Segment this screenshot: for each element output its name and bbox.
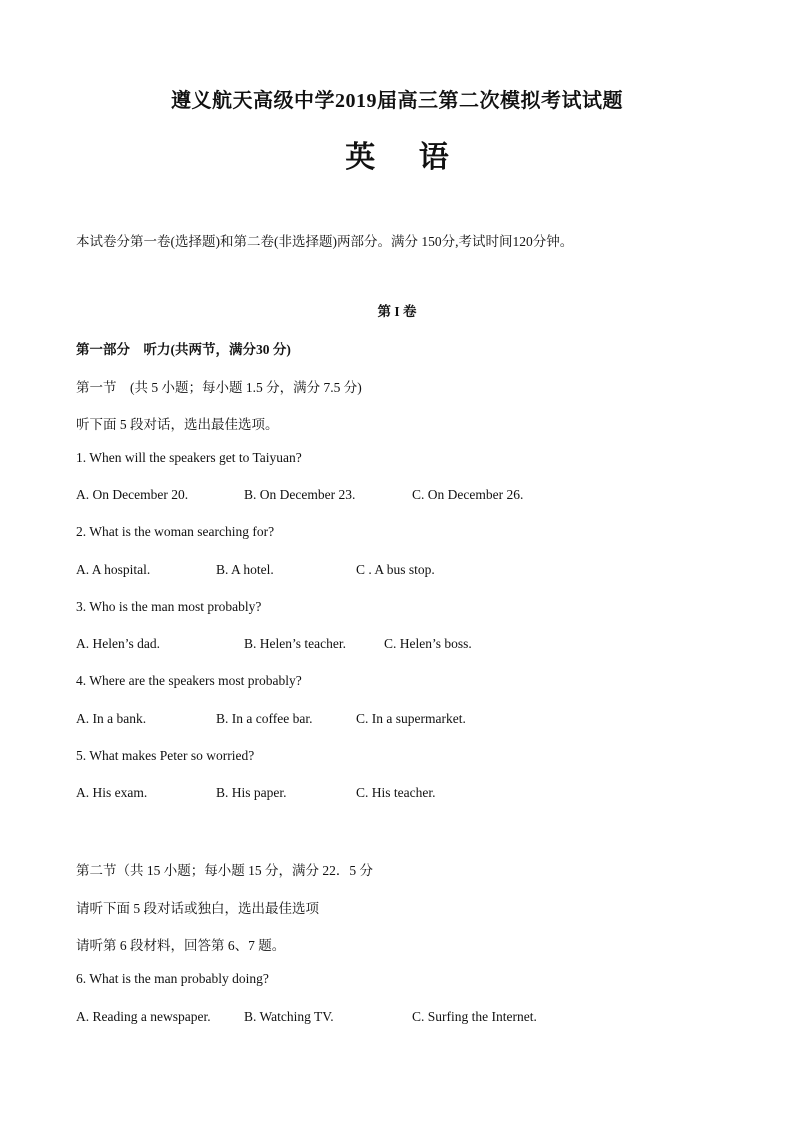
q3-option-a: A. Helen’s dad. (76, 636, 160, 651)
section2-instruction: 请听下面 5 段对话或独白，选出最佳选项 (76, 901, 319, 916)
section2-heading: 第二节（共 15 小题；每小题 15 分，满分 22．5 分 (76, 863, 373, 878)
exam-title: 遵义航天高级中学2019届高三第二次模拟考试试题 (171, 90, 623, 112)
q3-option-c: C. Helen’s boss. (384, 636, 472, 651)
q6-option-c: C. Surfing the Internet. (412, 1009, 537, 1024)
q5-option-a: A. His exam. (76, 785, 148, 800)
q4-option-c: C. In a supermarket. (356, 711, 466, 726)
question-5: 5. What makes Peter so worried? (76, 748, 255, 763)
q2-option-c: C . A bus stop. (356, 562, 435, 577)
q5-option-c: C. His teacher. (356, 785, 436, 800)
q1-option-a: A. On December 20. (76, 487, 189, 502)
section1-instruction: 听下面 5 段对话，选出最佳选项。 (76, 417, 279, 432)
q1-option-b: B. On December 23. (244, 487, 356, 502)
question-4: 4. Where are the speakers most probably? (76, 673, 302, 688)
section2-material: 请听第 6 段材料，回答第 6、7 题。 (76, 938, 286, 953)
section1-heading: 第一节 (共 5 小题；每小题 1.5 分，满分 7.5 分) (76, 380, 362, 395)
part1-heading: 第一部分 听力(共两节，满分30 分) (76, 342, 291, 357)
q1-option-c: C. On December 26. (412, 487, 524, 502)
volume-title: 第 I 卷 (377, 304, 417, 319)
q6-option-a: A. Reading a newspaper. (76, 1009, 211, 1024)
exam-intro: 本试卷分第一卷(选择题)和第二卷(非选择题)两部分。满分 150分,考试时间120分钟。 (76, 234, 574, 249)
q2-option-b: B. A hotel. (216, 562, 274, 577)
q2-option-a: A. A hospital. (76, 562, 151, 577)
question-6: 6. What is the man probably doing? (76, 971, 269, 986)
question-1: 1. When will the speakers get to Taiyuan? (76, 450, 302, 465)
subject-title: 英 语 (345, 141, 467, 174)
q5-option-b: B. His paper. (216, 785, 287, 800)
question-2: 2. What is the woman searching for? (76, 524, 275, 539)
question-3: 3. Who is the man most probably? (76, 599, 262, 614)
q6-option-b: B. Watching TV. (244, 1009, 334, 1024)
q3-option-b: B. Helen’s teacher. (244, 636, 346, 651)
q4-option-b: B. In a coffee bar. (216, 711, 313, 726)
q4-option-a: A. In a bank. (76, 711, 147, 726)
